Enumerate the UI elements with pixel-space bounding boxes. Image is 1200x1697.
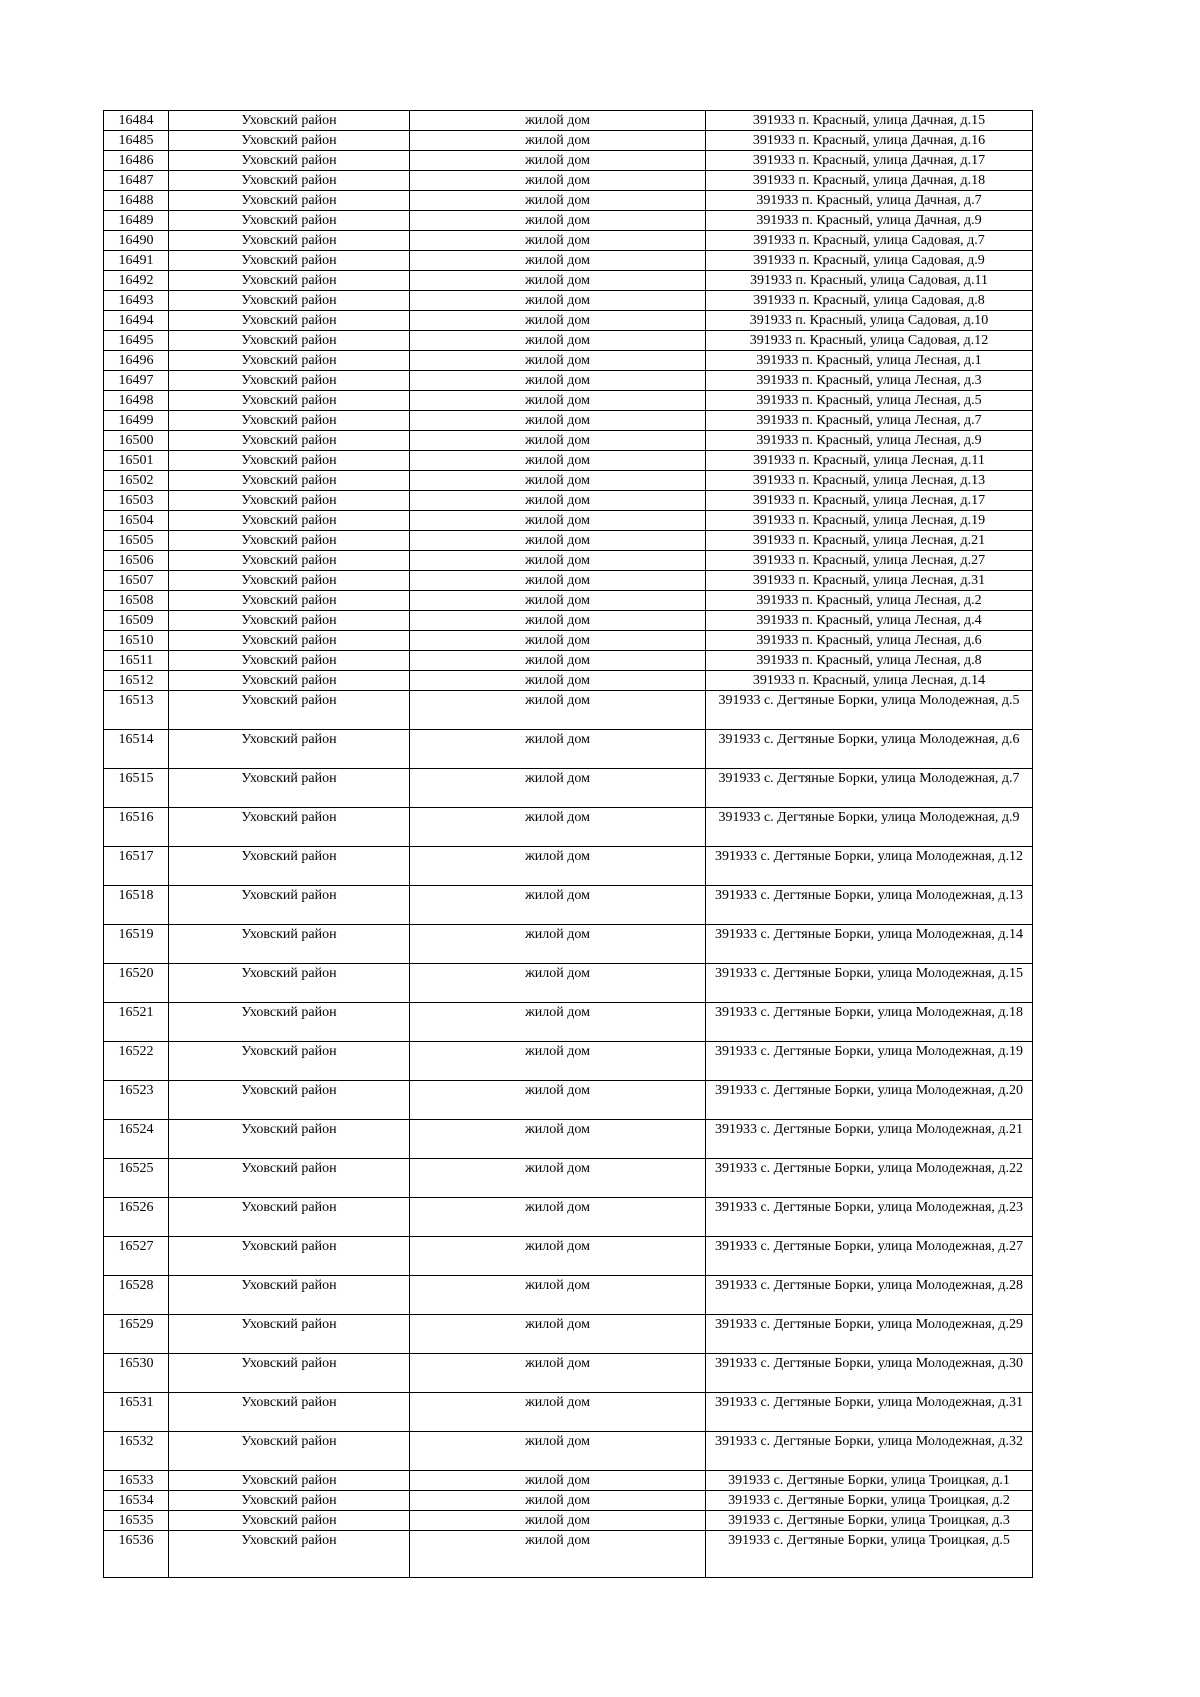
table-row — [104, 651, 1033, 671]
object-type-cell: жилой дом — [410, 491, 706, 511]
row-number-cell: 16532 — [104, 1432, 169, 1471]
table-row — [104, 451, 1033, 471]
table-row — [104, 511, 1033, 531]
object-type-cell: жилой дом — [410, 1471, 706, 1491]
table-row — [104, 671, 1033, 691]
table-row — [104, 411, 1033, 431]
row-number-cell: 16484 — [104, 111, 169, 131]
table-row — [104, 769, 1033, 808]
district-cell: Уховский район — [169, 431, 410, 451]
table-row — [104, 925, 1033, 964]
object-type-cell: жилой дом — [410, 964, 706, 1003]
address-cell: 391933 с. Дегтяные Борки, улица Молодежная, д.32 — [706, 1432, 1033, 1471]
district-cell: Уховский район — [169, 151, 410, 171]
object-type-cell: жилой дом — [410, 211, 706, 231]
table-row — [104, 730, 1033, 769]
address-cell: 391933 с. Дегтяные Борки, улица Молодежная, д.14 — [706, 925, 1033, 964]
table-row — [104, 491, 1033, 511]
address-cell: 391933 с. Дегтяные Борки, улица Троицкая, д.2 — [706, 1491, 1033, 1511]
address-cell: 391933 п. Красный, улица Дачная, д.18 — [706, 171, 1033, 191]
table-row — [104, 331, 1033, 351]
object-type-cell: жилой дом — [410, 925, 706, 964]
district-cell: Уховский район — [169, 886, 410, 925]
object-type-cell: жилой дом — [410, 691, 706, 730]
table-row — [104, 691, 1033, 730]
district-cell: Уховский район — [169, 171, 410, 191]
row-number-cell: 16495 — [104, 331, 169, 351]
address-cell: 391933 п. Красный, улица Садовая, д.8 — [706, 291, 1033, 311]
table-row — [104, 886, 1033, 925]
object-type-cell: жилой дом — [410, 191, 706, 211]
table-row — [104, 171, 1033, 191]
object-type-cell: жилой дом — [410, 291, 706, 311]
address-cell: 391933 п. Красный, улица Дачная, д.9 — [706, 211, 1033, 231]
address-cell: 391933 с. Дегтяные Борки, улица Молодежная, д.13 — [706, 886, 1033, 925]
district-cell: Уховский район — [169, 1511, 410, 1531]
district-cell: Уховский район — [169, 291, 410, 311]
table-row — [104, 211, 1033, 231]
object-type-cell: жилой дом — [410, 571, 706, 591]
table-row — [104, 1315, 1033, 1354]
address-cell: 391933 п. Красный, улица Лесная, д.19 — [706, 511, 1033, 531]
object-type-cell: жилой дом — [410, 1276, 706, 1315]
table-row — [104, 391, 1033, 411]
address-cell: 391933 с. Дегтяные Борки, улица Молодежная, д.29 — [706, 1315, 1033, 1354]
row-number-cell: 16530 — [104, 1354, 169, 1393]
address-cell: 391933 с. Дегтяные Борки, улица Молодежная, д.22 — [706, 1159, 1033, 1198]
table-row — [104, 311, 1033, 331]
object-type-cell: жилой дом — [410, 351, 706, 371]
district-cell: Уховский район — [169, 1393, 410, 1432]
object-type-cell: жилой дом — [410, 471, 706, 491]
object-type-cell: жилой дом — [410, 171, 706, 191]
district-cell: Уховский район — [169, 964, 410, 1003]
object-type-cell: жилой дом — [410, 431, 706, 451]
row-number-cell: 16512 — [104, 671, 169, 691]
district-cell: Уховский район — [169, 847, 410, 886]
address-cell: 391933 с. Дегтяные Борки, улица Молодежная, д.9 — [706, 808, 1033, 847]
district-cell: Уховский район — [169, 671, 410, 691]
object-type-cell: жилой дом — [410, 631, 706, 651]
row-number-cell: 16505 — [104, 531, 169, 551]
object-type-cell: жилой дом — [410, 1081, 706, 1120]
object-type-cell: жилой дом — [410, 1354, 706, 1393]
district-cell: Уховский район — [169, 371, 410, 391]
object-type-cell: жилой дом — [410, 1491, 706, 1511]
object-type-cell: жилой дом — [410, 531, 706, 551]
table-row — [104, 571, 1033, 591]
row-number-cell: 16506 — [104, 551, 169, 571]
row-number-cell: 16498 — [104, 391, 169, 411]
district-cell: Уховский район — [169, 131, 410, 151]
district-cell: Уховский район — [169, 231, 410, 251]
object-type-cell: жилой дом — [410, 1432, 706, 1471]
object-type-cell: жилой дом — [410, 1042, 706, 1081]
table-row — [104, 291, 1033, 311]
table-row — [104, 551, 1033, 571]
district-cell: Уховский район — [169, 1198, 410, 1237]
district-cell: Уховский район — [169, 331, 410, 351]
district-cell: Уховский район — [169, 925, 410, 964]
district-cell: Уховский район — [169, 1491, 410, 1511]
object-type-cell: жилой дом — [410, 551, 706, 571]
address-cell: 391933 п. Красный, улица Лесная, д.1 — [706, 351, 1033, 371]
row-number-cell: 16501 — [104, 451, 169, 471]
district-cell: Уховский район — [169, 211, 410, 231]
address-cell: 391933 с. Дегтяные Борки, улица Троицкая, д.3 — [706, 1511, 1033, 1531]
object-type-cell: жилой дом — [410, 1531, 706, 1578]
table-row — [104, 1276, 1033, 1315]
row-number-cell: 16499 — [104, 411, 169, 431]
district-cell: Уховский район — [169, 251, 410, 271]
address-cell: 391933 п. Красный, улица Садовая, д.10 — [706, 311, 1033, 331]
address-cell: 391933 с. Дегтяные Борки, улица Молодежная, д.7 — [706, 769, 1033, 808]
table-row — [104, 808, 1033, 847]
object-type-cell: жилой дом — [410, 1511, 706, 1531]
district-cell: Уховский район — [169, 730, 410, 769]
table-row — [104, 131, 1033, 151]
object-type-cell: жилой дом — [410, 231, 706, 251]
district-cell: Уховский район — [169, 1003, 410, 1042]
table-row — [104, 431, 1033, 451]
object-type-cell: жилой дом — [410, 1120, 706, 1159]
object-type-cell: жилой дом — [410, 511, 706, 531]
address-cell: 391933 п. Красный, улица Садовая, д.7 — [706, 231, 1033, 251]
district-cell: Уховский район — [169, 808, 410, 847]
object-type-cell: жилой дом — [410, 151, 706, 171]
district-cell: Уховский район — [169, 1315, 410, 1354]
address-cell: 391933 с. Дегтяные Борки, улица Троицкая, д.1 — [706, 1471, 1033, 1491]
district-cell: Уховский район — [169, 591, 410, 611]
table-row — [104, 471, 1033, 491]
row-number-cell: 16509 — [104, 611, 169, 631]
district-cell: Уховский район — [169, 769, 410, 808]
row-number-cell: 16531 — [104, 1393, 169, 1432]
object-type-cell: жилой дом — [410, 730, 706, 769]
district-cell: Уховский район — [169, 1531, 410, 1578]
row-number-cell: 16492 — [104, 271, 169, 291]
row-number-cell: 16520 — [104, 964, 169, 1003]
row-number-cell: 16500 — [104, 431, 169, 451]
table-row — [104, 231, 1033, 251]
row-number-cell: 16523 — [104, 1081, 169, 1120]
object-type-cell: жилой дом — [410, 331, 706, 351]
object-type-cell: жилой дом — [410, 1159, 706, 1198]
district-cell: Уховский район — [169, 191, 410, 211]
row-number-cell: 16535 — [104, 1511, 169, 1531]
table-row — [104, 1393, 1033, 1432]
district-cell: Уховский район — [169, 1159, 410, 1198]
district-cell: Уховский район — [169, 451, 410, 471]
address-cell: 391933 п. Красный, улица Лесная, д.11 — [706, 451, 1033, 471]
object-type-cell: жилой дом — [410, 1198, 706, 1237]
table-row — [104, 964, 1033, 1003]
district-cell: Уховский район — [169, 1432, 410, 1471]
row-number-cell: 16487 — [104, 171, 169, 191]
address-cell: 391933 п. Красный, улица Дачная, д.7 — [706, 191, 1033, 211]
table-row — [104, 351, 1033, 371]
row-number-cell: 16533 — [104, 1471, 169, 1491]
address-cell: 391933 п. Красный, улица Лесная, д.8 — [706, 651, 1033, 671]
district-cell: Уховский район — [169, 271, 410, 291]
district-cell: Уховский район — [169, 311, 410, 331]
row-number-cell: 16488 — [104, 191, 169, 211]
district-cell: Уховский район — [169, 511, 410, 531]
address-cell: 391933 п. Красный, улица Садовая, д.12 — [706, 331, 1033, 351]
row-number-cell: 16534 — [104, 1491, 169, 1511]
table-row — [104, 1120, 1033, 1159]
row-number-cell: 16496 — [104, 351, 169, 371]
row-number-cell: 16485 — [104, 131, 169, 151]
district-cell: Уховский район — [169, 651, 410, 671]
table-row — [104, 531, 1033, 551]
row-number-cell: 16513 — [104, 691, 169, 730]
address-cell: 391933 п. Красный, улица Лесная, д.6 — [706, 631, 1033, 651]
row-number-cell: 16504 — [104, 511, 169, 531]
row-number-cell: 16524 — [104, 1120, 169, 1159]
address-cell: 391933 п. Красный, улица Дачная, д.16 — [706, 131, 1033, 151]
object-type-cell: жилой дом — [410, 451, 706, 471]
address-cell: 391933 с. Дегтяные Борки, улица Молодежная, д.15 — [706, 964, 1033, 1003]
district-cell: Уховский район — [169, 1354, 410, 1393]
address-cell: 391933 п. Красный, улица Лесная, д.27 — [706, 551, 1033, 571]
table-row — [104, 1198, 1033, 1237]
object-type-cell: жилой дом — [410, 251, 706, 271]
address-cell: 391933 п. Красный, улица Лесная, д.5 — [706, 391, 1033, 411]
table-row — [104, 151, 1033, 171]
table-row — [104, 1432, 1033, 1471]
address-cell: 391933 с. Дегтяные Борки, улица Молодежная, д.30 — [706, 1354, 1033, 1393]
table-row — [104, 1471, 1033, 1491]
object-type-cell: жилой дом — [410, 808, 706, 847]
object-type-cell: жилой дом — [410, 271, 706, 291]
table-row — [104, 1237, 1033, 1276]
registry-table-body — [104, 111, 1033, 1578]
address-cell: 391933 п. Красный, улица Лесная, д.14 — [706, 671, 1033, 691]
address-cell: 391933 п. Красный, улица Лесная, д.13 — [706, 471, 1033, 491]
row-number-cell: 16528 — [104, 1276, 169, 1315]
address-cell: 391933 п. Красный, улица Лесная, д.21 — [706, 531, 1033, 551]
row-number-cell: 16526 — [104, 1198, 169, 1237]
object-type-cell: жилой дом — [410, 111, 706, 131]
district-cell: Уховский район — [169, 531, 410, 551]
row-number-cell: 16519 — [104, 925, 169, 964]
object-type-cell: жилой дом — [410, 769, 706, 808]
district-cell: Уховский район — [169, 1120, 410, 1159]
row-number-cell: 16503 — [104, 491, 169, 511]
row-number-cell: 16502 — [104, 471, 169, 491]
district-cell: Уховский район — [169, 1276, 410, 1315]
address-cell: 391933 п. Красный, улица Дачная, д.17 — [706, 151, 1033, 171]
row-number-cell: 16518 — [104, 886, 169, 925]
district-cell: Уховский район — [169, 551, 410, 571]
table-row — [104, 191, 1033, 211]
table-row — [104, 1491, 1033, 1511]
district-cell: Уховский район — [169, 491, 410, 511]
district-cell: Уховский район — [169, 411, 410, 431]
address-cell: 391933 с. Дегтяные Борки, улица Молодежная, д.6 — [706, 730, 1033, 769]
object-type-cell: жилой дом — [410, 591, 706, 611]
address-cell: 391933 с. Дегтяные Борки, улица Молодежная, д.27 — [706, 1237, 1033, 1276]
address-cell: 391933 п. Красный, улица Лесная, д.9 — [706, 431, 1033, 451]
table-row — [104, 1081, 1033, 1120]
row-number-cell: 16529 — [104, 1315, 169, 1354]
row-number-cell: 16516 — [104, 808, 169, 847]
address-cell: 391933 п. Красный, улица Лесная, д.7 — [706, 411, 1033, 431]
district-cell: Уховский район — [169, 1081, 410, 1120]
address-cell: 391933 п. Красный, улица Садовая, д.9 — [706, 251, 1033, 271]
row-number-cell: 16490 — [104, 231, 169, 251]
table-row — [104, 1354, 1033, 1393]
address-cell: 391933 с. Дегтяные Борки, улица Молодежная, д.5 — [706, 691, 1033, 730]
object-type-cell: жилой дом — [410, 886, 706, 925]
district-cell: Уховский район — [169, 1471, 410, 1491]
row-number-cell: 16514 — [104, 730, 169, 769]
district-cell: Уховский район — [169, 1042, 410, 1081]
address-cell: 391933 п. Красный, улица Садовая, д.11 — [706, 271, 1033, 291]
object-type-cell: жилой дом — [410, 131, 706, 151]
object-type-cell: жилой дом — [410, 311, 706, 331]
address-cell: 391933 п. Красный, улица Лесная, д.17 — [706, 491, 1033, 511]
row-number-cell: 16491 — [104, 251, 169, 271]
object-type-cell: жилой дом — [410, 1315, 706, 1354]
address-cell: 391933 с. Дегтяные Борки, улица Молодежная, д.18 — [706, 1003, 1033, 1042]
table-row — [104, 591, 1033, 611]
address-cell: 391933 с. Дегтяные Борки, улица Молодежная, д.19 — [706, 1042, 1033, 1081]
district-cell: Уховский район — [169, 471, 410, 491]
housing-registry-table — [103, 110, 1033, 1578]
object-type-cell: жилой дом — [410, 847, 706, 886]
object-type-cell: жилой дом — [410, 1003, 706, 1042]
address-cell: 391933 с. Дегтяные Борки, улица Молодежная, д.21 — [706, 1120, 1033, 1159]
district-cell: Уховский район — [169, 1237, 410, 1276]
object-type-cell: жилой дом — [410, 411, 706, 431]
row-number-cell: 16511 — [104, 651, 169, 671]
row-number-cell: 16493 — [104, 291, 169, 311]
district-cell: Уховский район — [169, 351, 410, 371]
table-row — [104, 1042, 1033, 1081]
table-row — [104, 251, 1033, 271]
row-number-cell: 16508 — [104, 591, 169, 611]
table-row — [104, 371, 1033, 391]
address-cell: 391933 с. Дегтяные Борки, улица Молодежная, д.23 — [706, 1198, 1033, 1237]
address-cell: 391933 п. Красный, улица Лесная, д.3 — [706, 371, 1033, 391]
district-cell: Уховский район — [169, 691, 410, 730]
row-number-cell: 16527 — [104, 1237, 169, 1276]
address-cell: 391933 с. Дегтяные Борки, улица Молодежная, д.28 — [706, 1276, 1033, 1315]
row-number-cell: 16494 — [104, 311, 169, 331]
table-row — [104, 271, 1033, 291]
address-cell: 391933 с. Дегтяные Борки, улица Молодежная, д.20 — [706, 1081, 1033, 1120]
table-row — [104, 611, 1033, 631]
table-row — [104, 847, 1033, 886]
row-number-cell: 16515 — [104, 769, 169, 808]
address-cell: 391933 п. Красный, улица Лесная, д.31 — [706, 571, 1033, 591]
address-cell: 391933 с. Дегтяные Борки, улица Троицкая, д.5 — [706, 1531, 1033, 1578]
table-row — [104, 1531, 1033, 1578]
object-type-cell: жилой дом — [410, 1393, 706, 1432]
address-cell: 391933 с. Дегтяные Борки, улица Молодежная, д.31 — [706, 1393, 1033, 1432]
table-row — [104, 111, 1033, 131]
row-number-cell: 16522 — [104, 1042, 169, 1081]
object-type-cell: жилой дом — [410, 651, 706, 671]
table-row — [104, 1511, 1033, 1531]
row-number-cell: 16517 — [104, 847, 169, 886]
row-number-cell: 16510 — [104, 631, 169, 651]
district-cell: Уховский район — [169, 111, 410, 131]
district-cell: Уховский район — [169, 611, 410, 631]
row-number-cell: 16497 — [104, 371, 169, 391]
district-cell: Уховский район — [169, 391, 410, 411]
object-type-cell: жилой дом — [410, 391, 706, 411]
row-number-cell: 16489 — [104, 211, 169, 231]
table-row — [104, 631, 1033, 651]
object-type-cell: жилой дом — [410, 611, 706, 631]
row-number-cell: 16486 — [104, 151, 169, 171]
row-number-cell: 16536 — [104, 1531, 169, 1578]
address-cell: 391933 п. Красный, улица Дачная, д.15 — [706, 111, 1033, 131]
address-cell: 391933 п. Красный, улица Лесная, д.2 — [706, 591, 1033, 611]
address-cell: 391933 п. Красный, улица Лесная, д.4 — [706, 611, 1033, 631]
table-row — [104, 1159, 1033, 1198]
table-row — [104, 1003, 1033, 1042]
row-number-cell: 16521 — [104, 1003, 169, 1042]
object-type-cell: жилой дом — [410, 1237, 706, 1276]
district-cell: Уховский район — [169, 571, 410, 591]
row-number-cell: 16525 — [104, 1159, 169, 1198]
address-cell: 391933 с. Дегтяные Борки, улица Молодежная, д.12 — [706, 847, 1033, 886]
row-number-cell: 16507 — [104, 571, 169, 591]
district-cell: Уховский район — [169, 631, 410, 651]
object-type-cell: жилой дом — [410, 671, 706, 691]
object-type-cell: жилой дом — [410, 371, 706, 391]
